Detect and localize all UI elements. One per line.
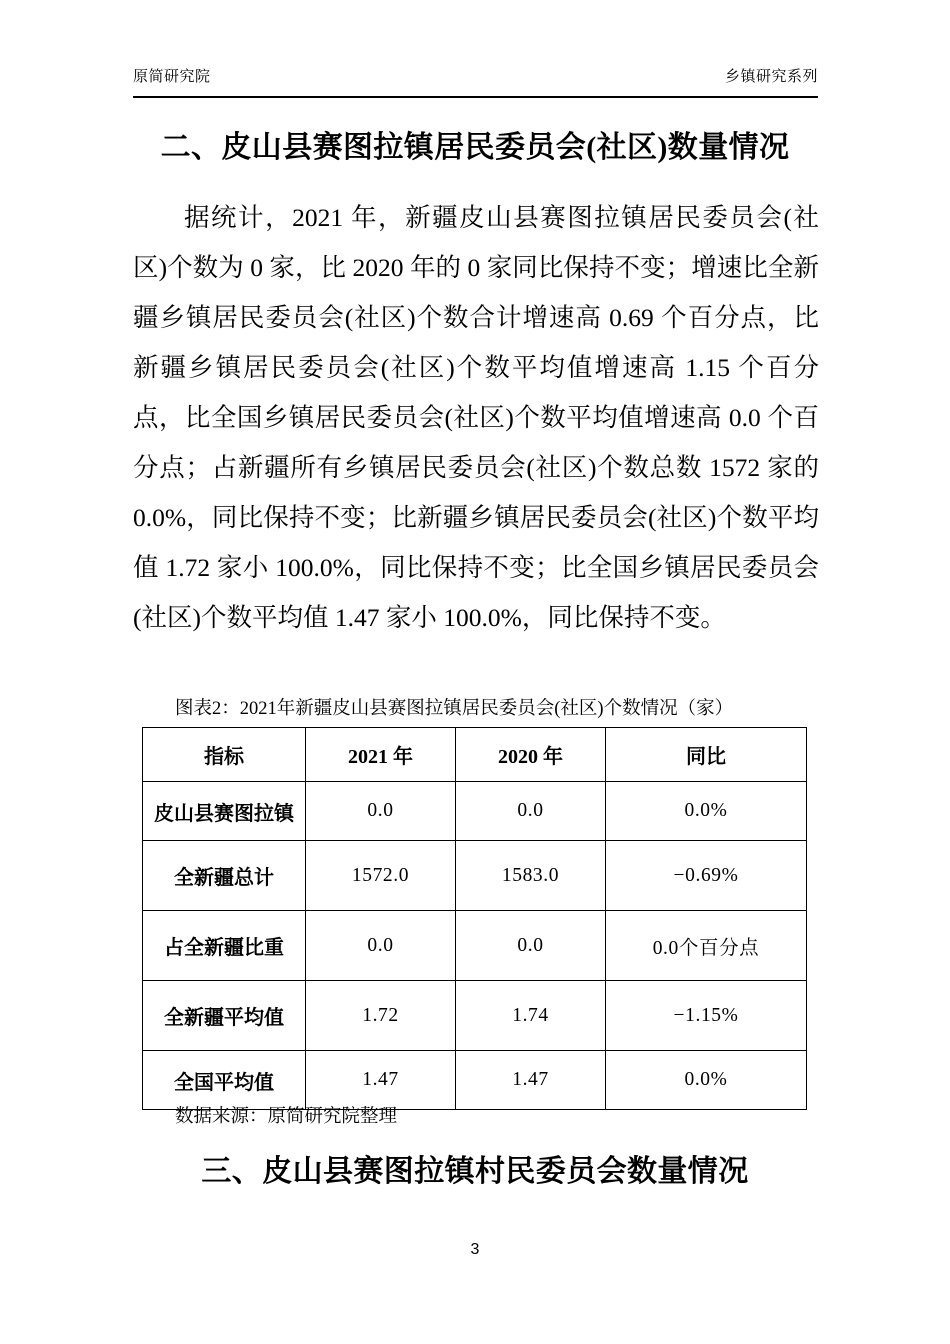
- cell-2020: 0.0: [456, 911, 606, 981]
- table-row: [143, 1051, 807, 1110]
- cell-yoy: 0.0个百分点: [606, 911, 807, 981]
- row-label: 皮山县赛图拉镇: [143, 782, 306, 841]
- table-row: [143, 981, 807, 1051]
- cell-2021: 1.72: [306, 981, 456, 1051]
- cell-yoy: −0.69%: [606, 841, 807, 911]
- cell-yoy: 0.0%: [606, 782, 807, 841]
- table-row: [143, 841, 807, 911]
- row-label: 全新疆总计: [143, 841, 306, 911]
- page-number: 3: [470, 1241, 480, 1258]
- cell-2020: 0.0: [456, 782, 606, 841]
- source-note: 数据来源：原简研究院整理: [175, 1107, 398, 1127]
- cell-2021: 1.47: [306, 1051, 456, 1110]
- table-header-row: [143, 728, 807, 782]
- running-header: [133, 68, 818, 98]
- table-row: [143, 911, 807, 981]
- running-header-left: 原简研究院: [133, 68, 211, 85]
- cell-2020: 1583.0: [456, 841, 606, 911]
- cell-yoy: 0.0%: [606, 1051, 807, 1110]
- column-header-2020: 2020 年: [456, 728, 606, 782]
- table-row: [143, 782, 807, 841]
- row-label: 占全新疆比重: [143, 911, 306, 981]
- table-caption: 图表2：2021年新疆皮山县赛图拉镇居民委员会(社区)个数情况（家）: [175, 699, 734, 719]
- body-paragraph: 据统计，2021 年，新疆皮山县赛图拉镇居民委员会(社区)个数为 0 家，比 2020 年的 0 家同比保持不变；增速比全新疆乡镇居民委员会(社区)个数合计增速高 0.69 个百分点，比新疆乡镇居民委员会(社区)个数平均值增速高 1.15 个百分点，比全国乡镇居民委员会(社区)个数平均值增速高 0.0 个百分点；占新疆所有乡镇居民委员会(社区)个数总数 1572 家的 0.0%，同比保持不变；比新疆乡镇居民委员会(社区)个数平均值 1.72 家小 100.0%，同比保持不变；比全国乡镇居民委员会(社区)个数平均值 1.47 家小 100.0%，同比保持不变。: [133, 203, 819, 632]
- section-heading-two: 二、皮山县赛图拉镇居民委员会(社区)数量情况: [160, 131, 790, 164]
- column-header-yoy: 同比: [606, 728, 807, 782]
- column-header-indicator: 指标: [143, 728, 306, 782]
- statistics-table: [142, 727, 807, 1110]
- cell-yoy: −1.15%: [606, 981, 807, 1051]
- cell-2021: 1572.0: [306, 841, 456, 911]
- section-heading-three: 三、皮山县赛图拉镇村民委员会数量情况: [201, 1155, 749, 1188]
- row-label: 全新疆平均值: [143, 981, 306, 1051]
- cell-2020: 1.47: [456, 1051, 606, 1110]
- cell-2020: 1.74: [456, 981, 606, 1051]
- row-label: 全国平均值: [143, 1051, 306, 1110]
- column-header-2021: 2021 年: [306, 728, 456, 782]
- cell-2021: 0.0: [306, 911, 456, 981]
- running-header-right: 乡镇研究系列: [724, 68, 818, 85]
- cell-2021: 0.0: [306, 782, 456, 841]
